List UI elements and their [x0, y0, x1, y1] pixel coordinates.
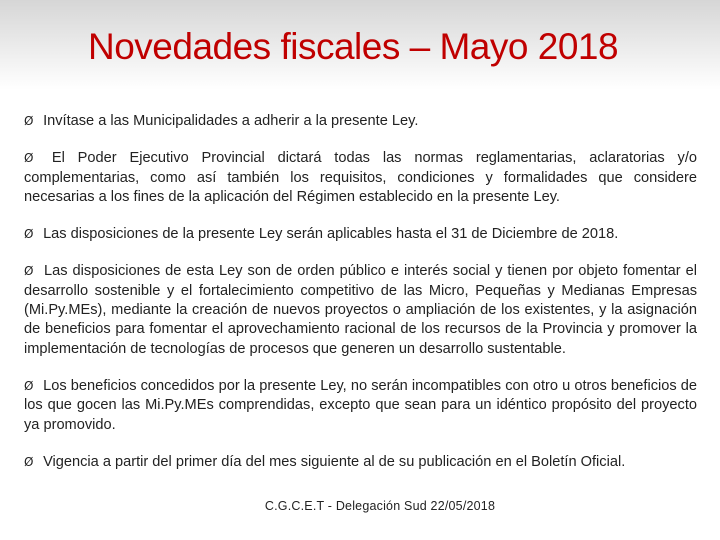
bullet-text: El Poder Ejecutivo Provincial dictará todas las normas reglamentarias, aclaratorias y/o complementarias, como así también los requisitos, condiciones y formalidades que considere necesarias a los fines de la aplicación del Régimen establecido en la presente Ley. [24, 150, 698, 205]
footer-text: C.G.C.E.T - Delegación Sud 22/05/2018 [264, 499, 496, 513]
bullet-text: Invítase a las Municipalidades a adherir a la presente Ley. [43, 113, 419, 129]
bullet-item [24, 377, 697, 435]
bullet-item [24, 262, 697, 358]
bullet-item [24, 112, 697, 131]
slide-footer [0, 499, 720, 513]
bullet-item [24, 149, 697, 207]
arrow-bullet-icon: Ø [24, 454, 34, 469]
bullet-item [24, 225, 697, 244]
arrow-bullet-icon: Ø [24, 264, 34, 279]
bullet-text: Las disposiciones de la presente Ley serán aplicables hasta el 31 de Diciembre de 2018. [43, 226, 619, 243]
slide-header [0, 0, 720, 90]
slide-title: Novedades fiscales – Mayo 2018 [88, 26, 619, 67]
arrow-bullet-icon: Ø [24, 227, 34, 242]
bullet-item [24, 453, 697, 472]
bullet-text: Las disposiciones de esta Ley son de orden público e interés social y tienen por objeto fomentar el desarrollo sostenible y el fortalecimiento competitivo de las Micro, Pequeñas y Medianas Empresas (Mi.Py.MEs), mediante la creación de nuevos proyectos o ampliación de los existentes, y la asignación de beneficios para fomentar el aprovechamiento racional de los recursos de la Provincia y promover la implementación de tecnologías de procesos que generen un desarrollo sustentable. [24, 263, 697, 357]
arrow-bullet-icon: Ø [24, 378, 34, 393]
bullet-text: Los beneficios concedidos por la presente Ley, no serán incompatibles con otro u otros beneficios de los que gocen las Mi.Py.MEs comprendidas, excepto que sean para un idéntico propósito del proyecto ya promovido. [24, 377, 698, 433]
arrow-bullet-icon: Ø [24, 114, 34, 128]
arrow-bullet-icon: Ø [24, 151, 34, 166]
slide-content [24, 112, 697, 472]
bullet-text: Vigencia a partir del primer día del mes siguiente al de su publicación en el Boletín Oficial. [43, 453, 626, 470]
